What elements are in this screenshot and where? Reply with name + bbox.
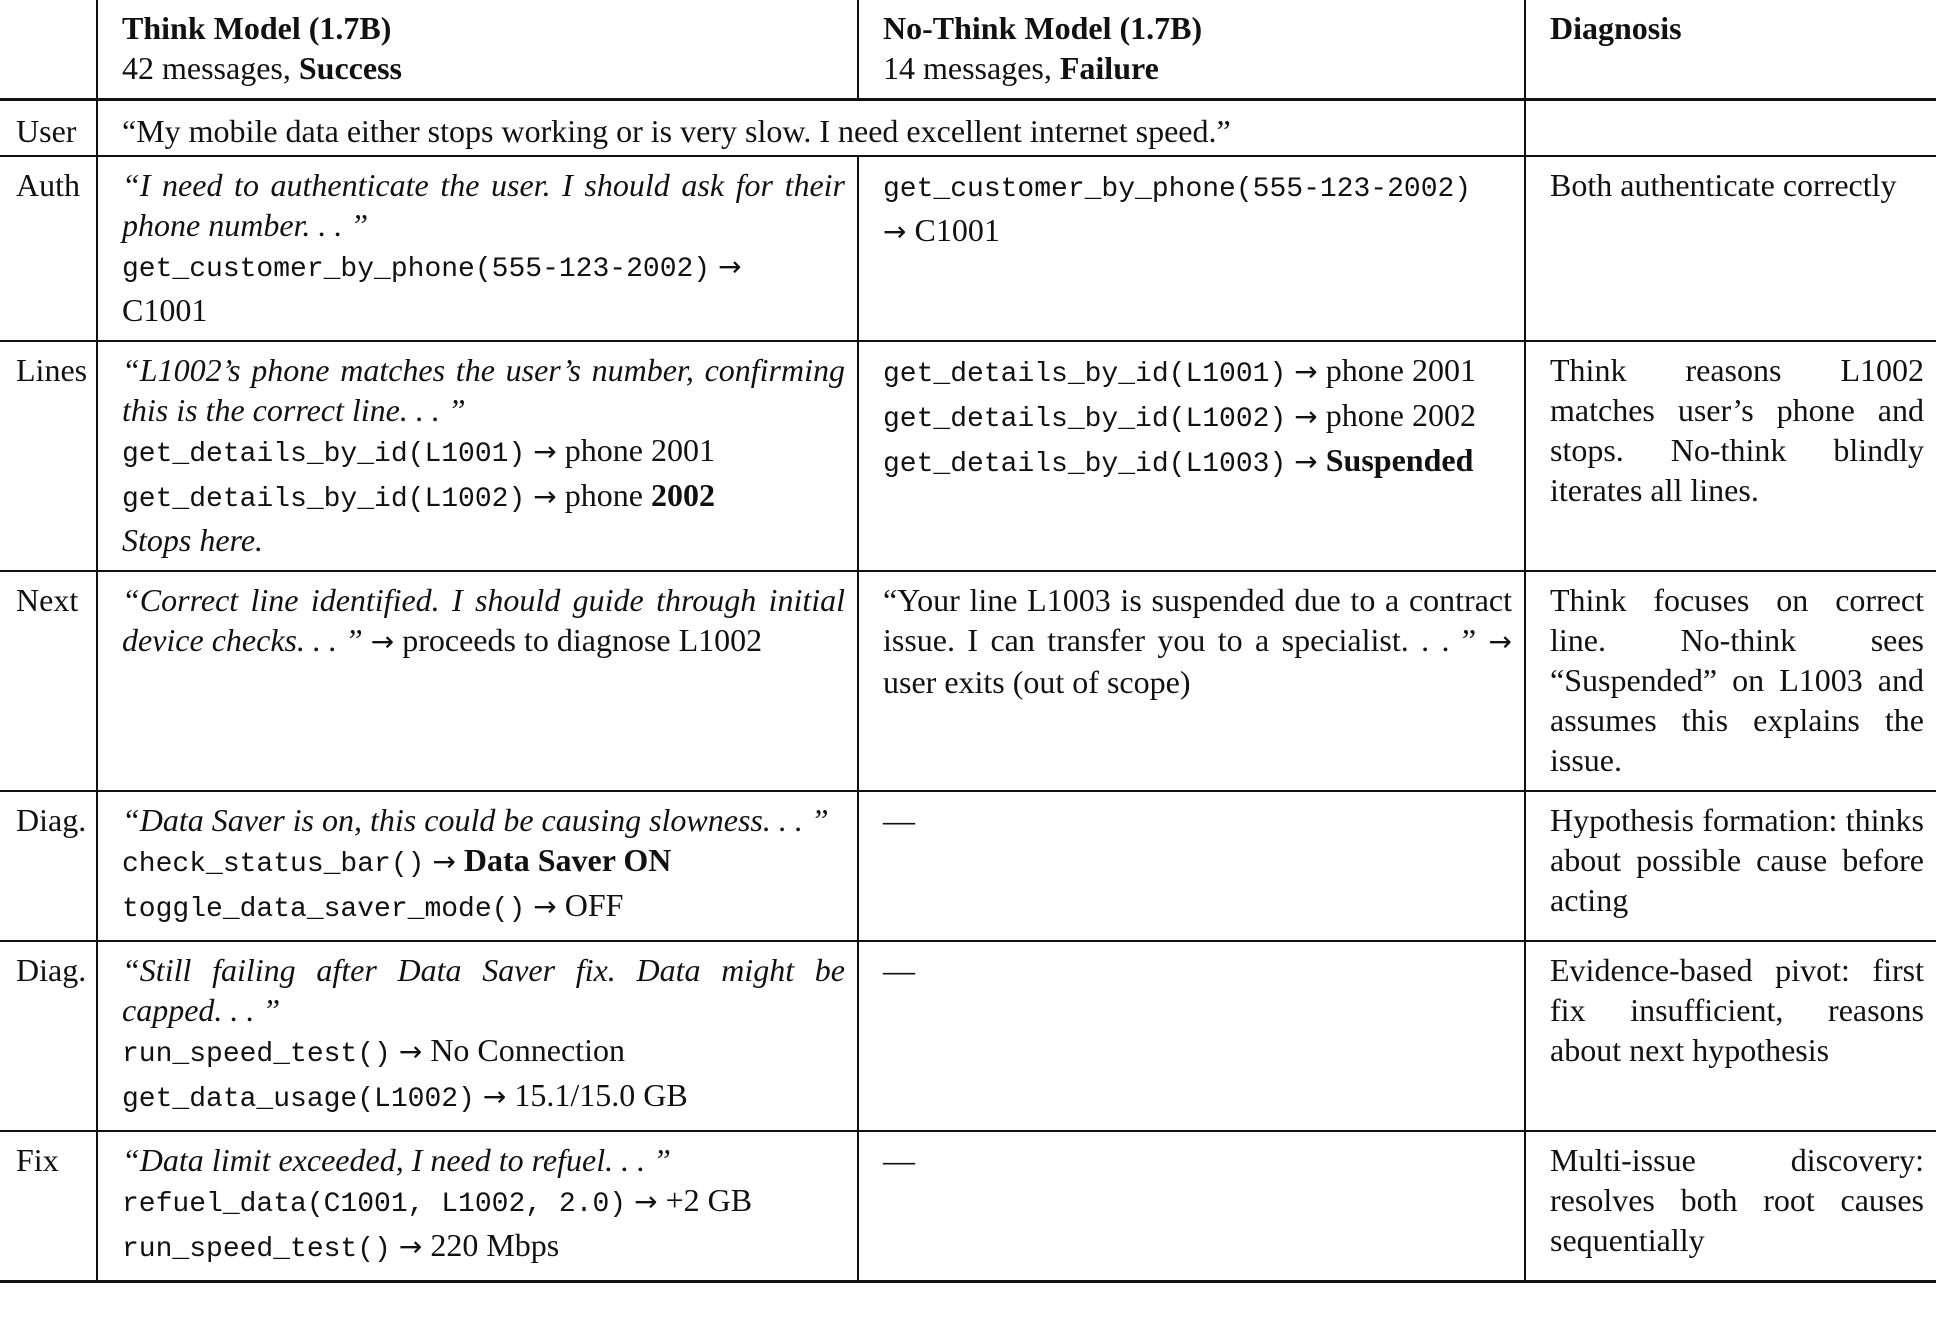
nothink-reply: “Your line L1003 is suspended due to a contract issue. I can transfer you to a specialist. . . ” (883, 582, 1512, 658)
think-model-title: Think Model (1.7B) (122, 10, 392, 46)
nothink-tool-call: get_customer_by_phone(555-123-2002) → C1001 (883, 174, 1472, 248)
arrow-icon: → (533, 480, 557, 513)
table-row (0, 571, 1936, 791)
nothink-model-meta: 14 messages, Failure (883, 50, 1159, 86)
think-tool-call: toggle_data_saver_mode() → OFF (122, 887, 624, 925)
arrow-icon: → (398, 1230, 423, 1263)
table-row (0, 791, 1936, 941)
table-row (0, 1131, 1936, 1282)
nothink-tool-call: get_details_by_id(L1003) → Suspended (883, 442, 1474, 480)
table-row (0, 156, 1936, 341)
arrow-icon: → (482, 1080, 507, 1113)
diagnosis-header (1525, 0, 1936, 100)
think-tool-call: get_customer_by_phone(555-123-2002) → C1001 (122, 250, 742, 328)
nothink-header (858, 0, 1525, 100)
arrow-icon: → (432, 845, 456, 878)
think-reasoning: “L1002’s phone matches the user’s number, confirming this is the correct line. . . ” (122, 352, 845, 428)
nothink-cell (858, 156, 1525, 341)
diagnosis-cell: Both authenticate correctly (1550, 167, 1897, 203)
row-label: Diag. (0, 941, 97, 1131)
diagnosis-title: Diagnosis (1550, 10, 1682, 46)
row-label: Lines (0, 341, 97, 571)
nothink-cell (858, 571, 1525, 791)
header-label-cell (0, 0, 97, 100)
table-row (0, 941, 1936, 1131)
user-row (0, 100, 1936, 157)
nothink-cell: — (858, 941, 1525, 1131)
think-cell (97, 156, 858, 341)
user-quote: “My mobile data either stops working or is very slow. I need excellent internet speed.” (97, 100, 1525, 157)
diagnosis-cell: Think focuses on correct line. No-think sees “Suspended” on L1003 and assumes this explains the issue. (1550, 582, 1924, 778)
arrow-icon: → (1294, 445, 1318, 478)
diagnosis-cell: Evidence-based pivot: first fix insufficient, reasons about next hypothesis (1550, 952, 1924, 1068)
think-cell (97, 341, 858, 571)
diagnosis-cell: Multi-issue discovery: resolves both root causes sequentially (1550, 1142, 1924, 1258)
arrow-icon: → (883, 215, 907, 248)
think-cell (97, 791, 858, 941)
nothink-action: user exits (out of scope) (883, 664, 1191, 700)
nothink-model-title: No-Think Model (1.7B) (883, 10, 1203, 46)
nothink-outcome: Failure (1059, 50, 1159, 86)
nothink-tool-call: get_details_by_id(L1002) → phone 2002 (883, 397, 1476, 435)
nothink-cell: — (858, 1131, 1525, 1282)
row-label: Auth (0, 156, 97, 341)
think-tool-call: refuel_data(C1001, L1002, 2.0) → +2 GB (122, 1182, 753, 1220)
user-diagnosis-cell (1525, 100, 1936, 157)
arrow-icon: → (718, 250, 742, 283)
arrow-icon: → (533, 435, 557, 468)
think-header (97, 0, 858, 100)
arrow-icon: → (398, 1035, 423, 1068)
row-label: Diag. (0, 791, 97, 941)
think-tool-call: get_data_usage(L1002) → 15.1/15.0 GB (122, 1077, 688, 1115)
arrow-icon: → (634, 1185, 658, 1218)
arrow-icon: → (1294, 400, 1318, 433)
think-note: Stops here. (122, 522, 264, 558)
diagnosis-cell: Hypothesis formation: thinks about possible cause before acting (1550, 802, 1924, 918)
table-header-row (0, 0, 1936, 100)
think-reasoning: “I need to authenticate the user. I should ask for their phone number. . . ” (122, 167, 845, 243)
arrow-icon: → (370, 625, 395, 658)
arrow-icon: → (1488, 625, 1513, 658)
nothink-cell (858, 341, 1525, 571)
arrow-icon: → (533, 890, 557, 923)
think-cell (97, 571, 858, 791)
think-model-meta: 42 messages, Success (122, 50, 402, 86)
think-reasoning: “Data limit exceeded, I need to refuel. . . ” (122, 1142, 671, 1178)
row-label: Next (0, 571, 97, 791)
think-tool-call: check_status_bar() → Data Saver ON (122, 842, 672, 880)
think-action: proceeds to diagnose L1002 (402, 622, 763, 658)
table-row (0, 341, 1936, 571)
think-reasoning: “Data Saver is on, this could be causing slowness. . . ” (122, 802, 829, 838)
think-tool-call: run_speed_test() → No Connection (122, 1032, 625, 1070)
row-label: User (0, 100, 97, 157)
think-outcome: Success (298, 50, 402, 86)
row-label: Fix (0, 1131, 97, 1282)
think-cell (97, 1131, 858, 1282)
diagnosis-cell: Think reasons L1002 matches user’s phone and stops. No-think blindly iterates all lines. (1550, 352, 1924, 508)
think-tool-call: get_details_by_id(L1002) → phone 2002 (122, 477, 715, 515)
arrow-icon: → (1294, 355, 1318, 388)
think-tool-call: get_details_by_id(L1001) → phone 2001 (122, 432, 715, 470)
nothink-cell: — (858, 791, 1525, 941)
think-reasoning: “Still failing after Data Saver fix. Data might be capped. . . ” (122, 952, 845, 1028)
think-reasoning: “Correct line identified. I should guide through initial device checks. . . ” (122, 582, 845, 658)
think-tool-call: run_speed_test() → 220 Mbps (122, 1227, 560, 1265)
think-cell (97, 941, 858, 1131)
nothink-tool-call: get_details_by_id(L1001) → phone 2001 (883, 352, 1476, 390)
